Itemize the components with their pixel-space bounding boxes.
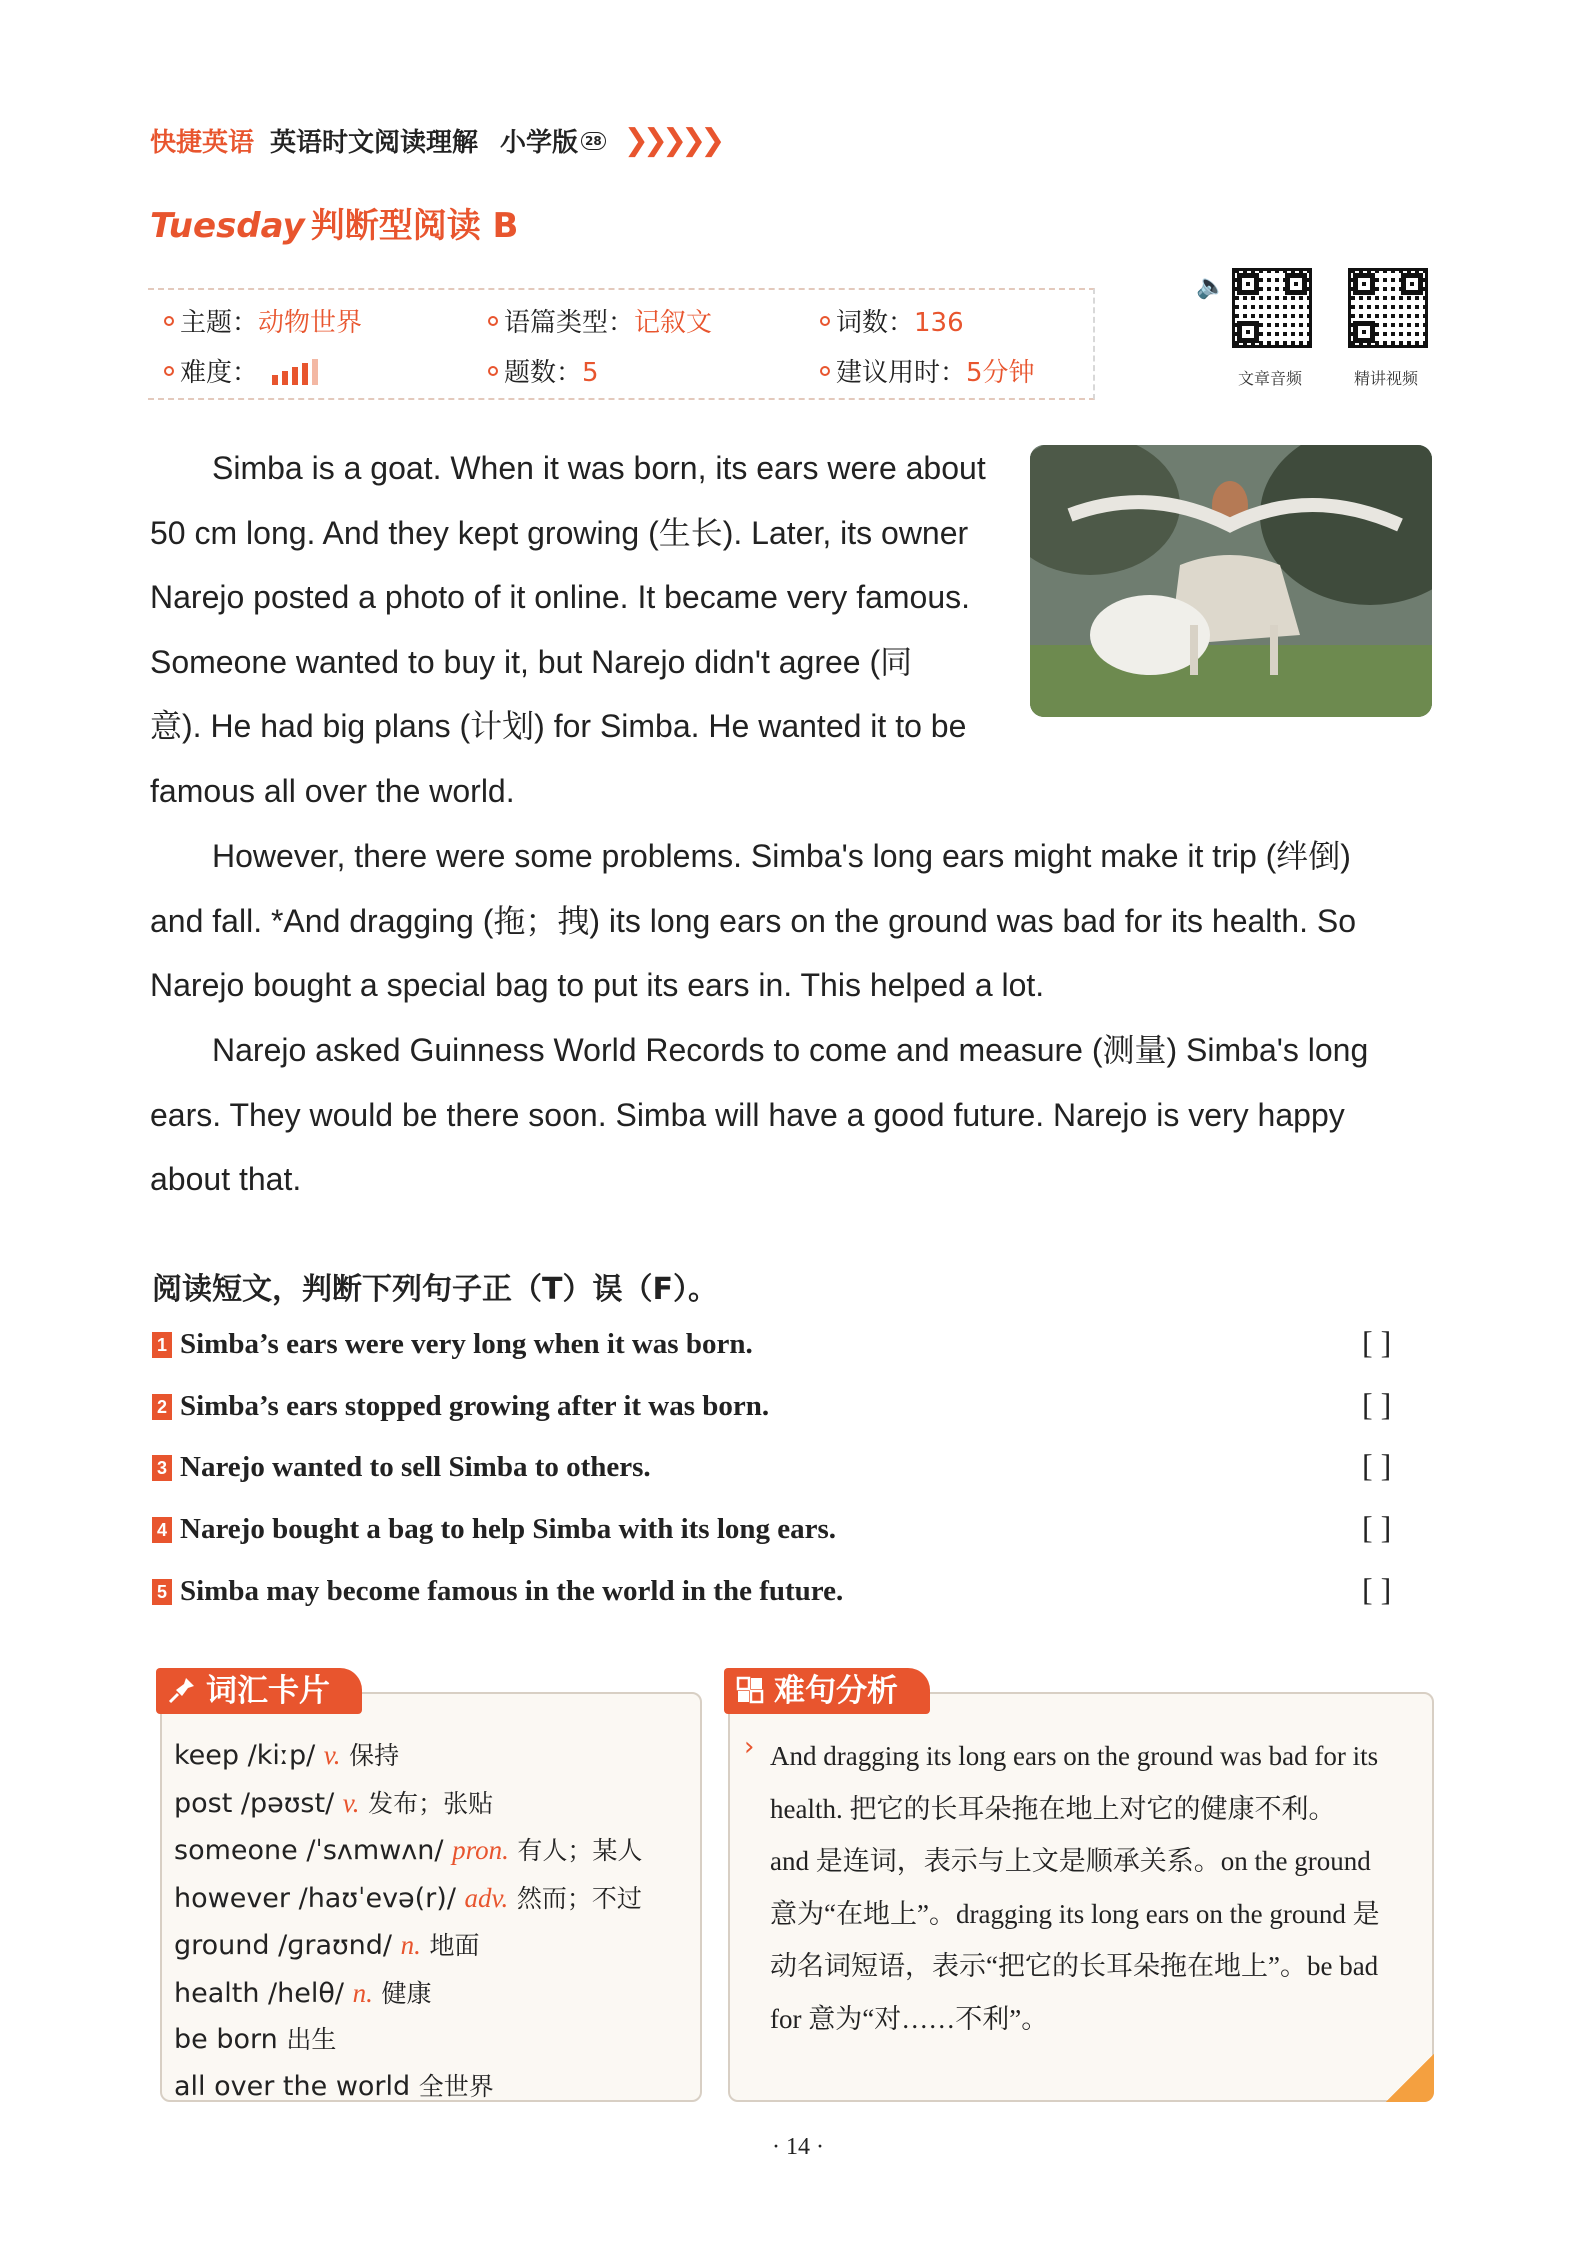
answer-bracket-1[interactable]: [ ]	[1362, 1324, 1392, 1360]
difficulty-bar	[282, 371, 288, 385]
passage-paragraph-1: Simba is a goat. When it was born, its ears were about 50 cm long. And they kept growing (生长). Later, its owner Narejo posted a photo of it online. It became very famous. Someone wanted to buy it, but Narejo didn't agree (同 意). He had big plans (计划) for Simba. He wanted it to be famous all over the world.	[150, 450, 986, 809]
bullet-icon	[164, 366, 174, 376]
info-word-count: 词数：136	[820, 302, 964, 339]
video-qr-label: 精讲视频	[1354, 369, 1419, 388]
bullet-icon	[488, 366, 498, 376]
lesson-title	[150, 198, 518, 247]
answer-bracket-4[interactable]: [ ]	[1362, 1509, 1392, 1545]
passage-paragraph-2: However, there were some problems. Simba's long ears might make it trip (绊倒) and fall. *And dragging (拖；拽) its long ears on the ground was bad for its health. So Narejo bought a special bag to put its ears in. This helped a lot.	[150, 838, 1357, 1004]
vocab-item: health /helθ/ n. 健康	[174, 1977, 432, 2009]
info-topic: 主题：动物世界	[164, 302, 362, 339]
chevrons-icon: ❯❯❯❯❯	[623, 123, 720, 158]
vocab-item: keep /kiːp/ v. 保持	[174, 1740, 400, 1771]
vocab-item: be born 出生	[174, 2024, 337, 2055]
goat-illustration-icon	[1030, 445, 1432, 717]
difficulty-bar	[312, 359, 318, 385]
question-5: 5 Simba may become famous in the world in the future.	[152, 1575, 843, 1608]
answer-bracket-5[interactable]: [ ]	[1362, 1571, 1392, 1607]
vocab-item: someone /ˈsʌmwʌn/ pron. 有人；某人	[174, 1835, 643, 1866]
edition-number-badge: 28	[581, 132, 606, 150]
task-instruction: 阅读短文，判断下列句子正（T）误（F）。	[152, 1272, 718, 1307]
info-difficulty: 难度：	[164, 352, 318, 389]
page-fold-decoration	[1386, 2054, 1434, 2102]
lesson-day: Tuesday	[150, 206, 305, 246]
analysis-grid-icon	[736, 1676, 764, 1704]
analysis-text: And dragging its long ears on the ground was bad for its health. 把它的长耳朵拖在地上对它的健康不利。 and 是连词，表示与上文是顺承关系。on the ground 意为“在地上”。dragging its long ears on the ground 是 动名词短语，表示“把它的长耳朵拖在地上”。be bad for 意为“对……不利”。	[770, 1741, 1380, 2034]
analysis-card-tab: 难句分析	[724, 1668, 930, 1714]
difficulty-bar	[292, 367, 298, 385]
analysis-card	[728, 1673, 1434, 2102]
vocab-item: ground /ɡraʊnd/ n. 地面	[174, 1930, 480, 1961]
goat-photo	[1030, 445, 1432, 717]
answer-bracket-3[interactable]: [ ]	[1362, 1447, 1392, 1483]
bullet-icon	[820, 316, 830, 326]
vocab-card	[160, 1673, 702, 2102]
vocab-item: all over the world 全世界	[174, 2070, 494, 2102]
question-2: 2 Simba’s ears stopped growing after it was born.	[152, 1390, 769, 1423]
vocab-item: however /haʊˈevə(r)/ adv. 然而；不过	[174, 1882, 642, 1914]
info-question-count: 题数：5	[488, 352, 599, 389]
series-header	[150, 122, 719, 159]
audio-qr-code-icon[interactable]	[1232, 268, 1312, 348]
audio-qr-label: 文章音频	[1238, 369, 1303, 388]
info-box	[148, 288, 1095, 400]
difficulty-bar	[302, 363, 308, 385]
bullet-icon	[164, 316, 174, 326]
vocab-list	[174, 1732, 642, 2110]
series-brand: 快捷英语	[150, 128, 255, 158]
pushpin-icon	[168, 1676, 196, 1704]
page-number: · 14 ·	[772, 2134, 824, 2160]
info-suggested-time: 建议用时：5分钟	[820, 352, 1035, 389]
vocab-item: post /pəʊst/ v. 发布；张贴	[174, 1787, 494, 1819]
bullet-icon	[820, 366, 830, 376]
chevron-right-icon: ›	[744, 1732, 755, 1762]
passage-paragraph-3: Narejo asked Guinness World Records to come and measure (测量) Simba's long ears. They would be there soon. Simba will have a good future. Narejo is very happy about that.	[150, 1032, 1369, 1198]
difficulty-bars-icon	[272, 359, 318, 385]
question-4: 4 Narejo bought a bag to help Simba with its long ears.	[152, 1513, 836, 1546]
series-book-title: 英语时文阅读理解	[270, 128, 479, 158]
speaker-icon: 🔈	[1196, 272, 1226, 300]
difficulty-bar	[272, 375, 278, 385]
vocab-card-tab: 词汇卡片	[156, 1668, 362, 1714]
video-qr-code-icon[interactable]	[1348, 268, 1428, 348]
lesson-type: 判断型阅读 B	[310, 206, 519, 246]
bullet-icon	[488, 316, 498, 326]
question-1: 1 Simba’s ears were very long when it was born.	[152, 1328, 753, 1361]
answer-bracket-2[interactable]: [ ]	[1362, 1386, 1392, 1422]
info-genre: 语篇类型：记叙文	[488, 302, 712, 339]
series-edition: 小学版	[500, 128, 579, 158]
question-3: 3 Narejo wanted to sell Simba to others.	[152, 1451, 651, 1484]
